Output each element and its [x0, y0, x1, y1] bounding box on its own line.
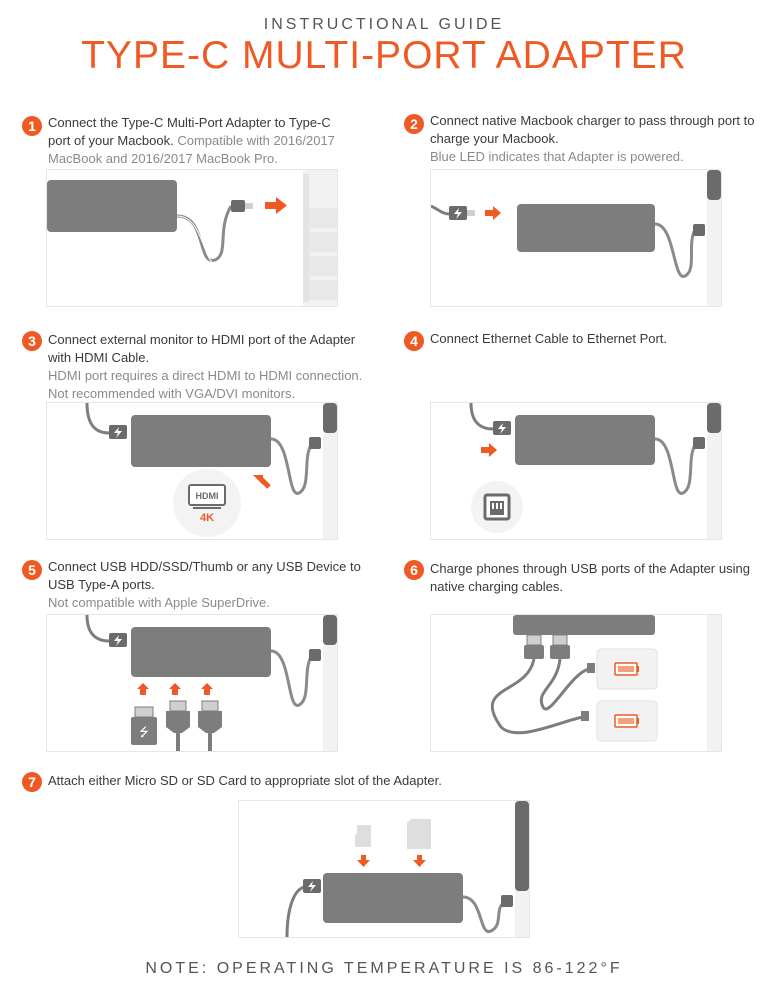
adapter-icon [517, 204, 655, 252]
laptop-side-icon [303, 170, 337, 306]
step-2-number: 2 [404, 114, 424, 134]
adapter-icon [131, 415, 271, 467]
step-4-number: 4 [404, 331, 424, 351]
laptop-side-icon [515, 801, 529, 937]
step-3-number: 3 [22, 331, 42, 351]
laptop-side-icon [323, 615, 337, 751]
step-2-note: Blue LED indicates that Adapter is powered. [430, 149, 684, 164]
step-5-text [48, 558, 373, 612]
step-1-number: 1 [22, 116, 42, 136]
ethernet-port-icon [471, 481, 523, 533]
laptop-side-icon [707, 170, 721, 306]
micro-sd-icon [355, 825, 371, 847]
step-7-illustration [238, 800, 530, 938]
hdmi-port-icon [173, 469, 241, 537]
laptop-side-icon [707, 615, 721, 751]
step-1-note: Compatible with 2016/2017 MacBook and 2016/2017 MacBook Pro. [48, 133, 335, 166]
adapter-icon [47, 180, 177, 232]
instructional-guide-label: INSTRUCTIONAL GUIDE [263, 16, 505, 33]
step-3-instruction: Connect external monitor to HDMI port of the Adapter with HDMI Cable. [48, 332, 356, 365]
step-5-illustration [46, 614, 338, 752]
laptop-side-icon [707, 403, 721, 539]
step-3-illustration [46, 402, 338, 540]
step-3-text [48, 331, 373, 403]
step-4-illustration [430, 402, 722, 540]
step-1-illustration [46, 169, 338, 307]
adapter-icon [513, 615, 655, 635]
arrow-icon [485, 206, 501, 220]
step-6-instruction: Charge phones through USB ports of the Adapter using native charging cables. [430, 561, 750, 594]
step-3-note: HDMI port requires a direct HDMI to HDMI connection. Not recommended with VGA/DVI monitors. [48, 368, 363, 401]
adapter-icon [515, 415, 655, 465]
arrow-icon [265, 197, 287, 214]
hdmi-logo: HDMI [195, 491, 219, 501]
arrow-icon [137, 683, 213, 695]
arrow-icon [357, 855, 426, 867]
step-5-note: Not compatible with Apple SuperDrive. [48, 595, 270, 610]
step-7-number: 7 [22, 772, 42, 792]
usb-plug-icon [131, 701, 222, 751]
step-6-number: 6 [404, 560, 424, 580]
step-1-text [48, 114, 348, 168]
step-2-instruction: Connect native Macbook charger to pass through port to charge your Macbook. [430, 113, 755, 146]
step-2-text [430, 112, 755, 166]
arrow-icon [481, 443, 497, 457]
step-5-number: 5 [22, 560, 42, 580]
step-7-text [48, 772, 648, 790]
page-title: TYPE-C MULTI-PORT ADAPTER [81, 34, 687, 77]
operating-temperature-note: NOTE: OPERATING TEMPERATURE IS 86-122°F [145, 960, 623, 977]
resolution-label: 4K [199, 512, 215, 524]
step-1-instruction: Connect the Type-C Multi-Port Adapter to Type-C port of your Macbook. [48, 115, 331, 148]
step-7-instruction: Attach either Micro SD or SD Card to appropriate slot of the Adapter. [48, 773, 442, 788]
step-6-text [430, 560, 750, 596]
laptop-side-icon [323, 403, 337, 539]
adapter-icon [323, 873, 463, 923]
arrow-icon [253, 475, 269, 487]
step-4-instruction: Connect Ethernet Cable to Ethernet Port. [430, 331, 668, 346]
svg-text:⭍: ⭍ [139, 725, 149, 739]
adapter-icon [131, 627, 271, 677]
step-6-illustration [430, 614, 722, 752]
step-2-illustration [430, 169, 722, 307]
sd-card-icon [407, 819, 431, 849]
battery-icon [615, 663, 639, 727]
step-5-instruction: Connect USB HDD/SSD/Thumb or any USB Device to USB Type-A ports. [48, 559, 361, 592]
step-4-text [430, 330, 755, 348]
